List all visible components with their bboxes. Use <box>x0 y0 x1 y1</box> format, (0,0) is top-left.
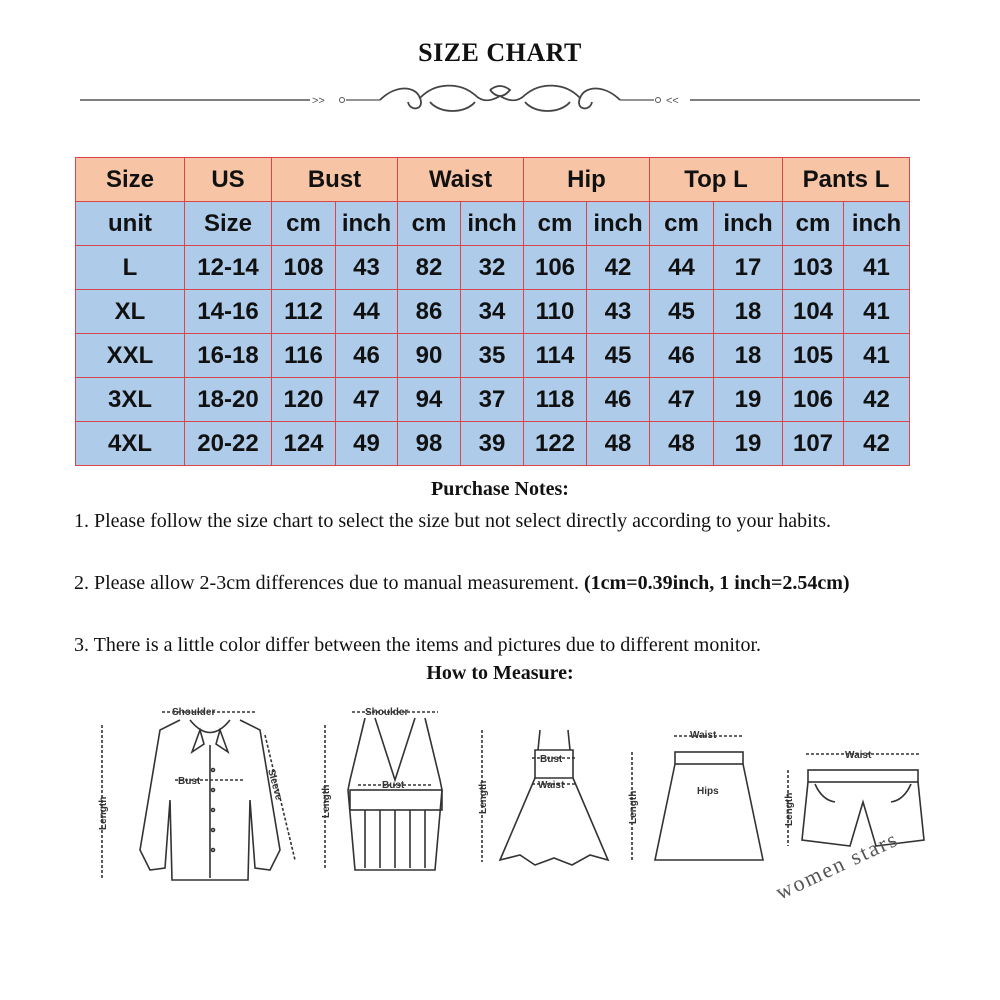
subheader-cell: inch <box>714 202 783 246</box>
table-cell: 124 <box>272 422 336 466</box>
table-cell: 39 <box>461 422 524 466</box>
label-length-2: Length <box>321 784 332 818</box>
table-row <box>76 422 910 466</box>
table-cell: 37 <box>461 378 524 422</box>
table-header-row <box>76 158 910 202</box>
table-cell: 86 <box>398 290 461 334</box>
header-cell: Hip <box>524 158 650 202</box>
skirt-illustration <box>632 736 763 860</box>
table-cell: 16-18 <box>185 334 272 378</box>
table-cell: 44 <box>336 290 398 334</box>
table-cell: 18 <box>714 290 783 334</box>
table-cell: 98 <box>398 422 461 466</box>
measurement-illustrations <box>80 690 960 920</box>
header-cell: Waist <box>398 158 524 202</box>
table-cell: 35 <box>461 334 524 378</box>
label-shoulder-1: Shoulder <box>172 707 216 718</box>
header-cell: Pants L <box>783 158 910 202</box>
tank-top-illustration <box>325 712 442 870</box>
table-cell: 45 <box>650 290 714 334</box>
subheader-cell: cm <box>398 202 461 246</box>
table-cell: L <box>76 246 185 290</box>
table-cell: 41 <box>844 246 910 290</box>
how-to-measure-title: How to Measure: <box>426 662 574 684</box>
table-cell: 20-22 <box>185 422 272 466</box>
svg-text:>>: >> <box>312 95 325 107</box>
table-cell: 122 <box>524 422 587 466</box>
label-waist-5: Waist <box>845 750 872 761</box>
table-cell: 90 <box>398 334 461 378</box>
table-cell: 112 <box>272 290 336 334</box>
label-bust-3: Bust <box>540 754 563 765</box>
subheader-cell: inch <box>336 202 398 246</box>
header-cell: Size <box>76 158 185 202</box>
table-cell: 45 <box>587 334 650 378</box>
subheader-cell: inch <box>461 202 524 246</box>
table-cell: 3XL <box>76 378 185 422</box>
subheader-cell: cm <box>524 202 587 246</box>
watermark-text: women stars <box>771 825 903 905</box>
table-cell: 14-16 <box>185 290 272 334</box>
table-cell: 34 <box>461 290 524 334</box>
table-cell: 18 <box>714 334 783 378</box>
note-2-conversion: (1cm=0.39inch, 1 inch=2.54cm) <box>584 572 850 594</box>
ornamental-divider <box>80 80 920 120</box>
subheader-cell: unit <box>76 202 185 246</box>
table-cell: 49 <box>336 422 398 466</box>
table-cell: 43 <box>336 246 398 290</box>
table-cell: 103 <box>783 246 844 290</box>
header-cell: US <box>185 158 272 202</box>
subheader-cell: cm <box>650 202 714 246</box>
label-length-1: Length <box>98 796 109 830</box>
label-bust-2: Bust <box>382 780 405 791</box>
table-cell: 48 <box>587 422 650 466</box>
table-cell: 118 <box>524 378 587 422</box>
table-cell: 110 <box>524 290 587 334</box>
table-cell: 42 <box>587 246 650 290</box>
table-cell: 41 <box>844 290 910 334</box>
label-sleeve-1: Sleeve <box>265 767 284 802</box>
subheader-cell: inch <box>587 202 650 246</box>
table-cell: 46 <box>650 334 714 378</box>
table-cell: 17 <box>714 246 783 290</box>
table-cell: 108 <box>272 246 336 290</box>
table-cell: 104 <box>783 290 844 334</box>
table-cell: 12-14 <box>185 246 272 290</box>
subheader-cell: cm <box>272 202 336 246</box>
table-subheader-row <box>76 202 910 246</box>
subheader-cell: inch <box>844 202 910 246</box>
subheader-cell: Size <box>185 202 272 246</box>
table-cell: 105 <box>783 334 844 378</box>
table-cell: 106 <box>524 246 587 290</box>
table-cell: 44 <box>650 246 714 290</box>
table-cell: 46 <box>336 334 398 378</box>
table-cell: 47 <box>650 378 714 422</box>
svg-text:<<: << <box>666 95 679 107</box>
label-length-3: Length <box>478 780 489 814</box>
table-row <box>76 290 910 334</box>
table-cell: 19 <box>714 378 783 422</box>
note-1: 1. Please follow the size chart to select the size but not select directly according to your habits. <box>74 510 831 532</box>
note-2-text: 2. Please allow 2-3cm differences due to manual measurement. <box>74 572 580 594</box>
label-waist-3: Waist <box>538 780 565 791</box>
header-cell: Top L <box>650 158 783 202</box>
table-cell: 42 <box>844 422 910 466</box>
label-hips-4: Hips <box>697 786 719 797</box>
table-cell: 4XL <box>76 422 185 466</box>
table-cell: 43 <box>587 290 650 334</box>
table-cell: 48 <box>650 422 714 466</box>
label-length-5: Length <box>784 792 795 826</box>
label-bust-1: Bust <box>178 776 201 787</box>
table-row <box>76 246 910 290</box>
table-cell: 32 <box>461 246 524 290</box>
table-cell: 114 <box>524 334 587 378</box>
table-cell: 120 <box>272 378 336 422</box>
table-cell: 18-20 <box>185 378 272 422</box>
size-chart-table <box>75 157 910 466</box>
note-2 <box>74 568 924 599</box>
table-row <box>76 378 910 422</box>
note-3: 3. There is a little color differ between the items and pictures due to different monitor. <box>74 634 762 656</box>
blouse-illustration <box>102 712 295 880</box>
table-cell: 46 <box>587 378 650 422</box>
table-cell: 47 <box>336 378 398 422</box>
dress-illustration <box>482 730 608 865</box>
shorts-illustration <box>788 754 924 846</box>
table-cell: 42 <box>844 378 910 422</box>
table-cell: 19 <box>714 422 783 466</box>
table-cell: 94 <box>398 378 461 422</box>
table-cell: XXL <box>76 334 185 378</box>
label-waist-4: Waist <box>690 730 717 741</box>
table-cell: 107 <box>783 422 844 466</box>
page-title: SIZE CHART <box>418 38 582 67</box>
table-row <box>76 334 910 378</box>
label-shoulder-2: Shoulder <box>365 707 409 718</box>
table-cell: 106 <box>783 378 844 422</box>
purchase-notes-title: Purchase Notes: <box>431 478 569 500</box>
table-cell: 41 <box>844 334 910 378</box>
table-cell: XL <box>76 290 185 334</box>
table-cell: 116 <box>272 334 336 378</box>
table-cell: 82 <box>398 246 461 290</box>
label-length-4: Length <box>628 790 639 824</box>
header-cell: Bust <box>272 158 398 202</box>
subheader-cell: cm <box>783 202 844 246</box>
